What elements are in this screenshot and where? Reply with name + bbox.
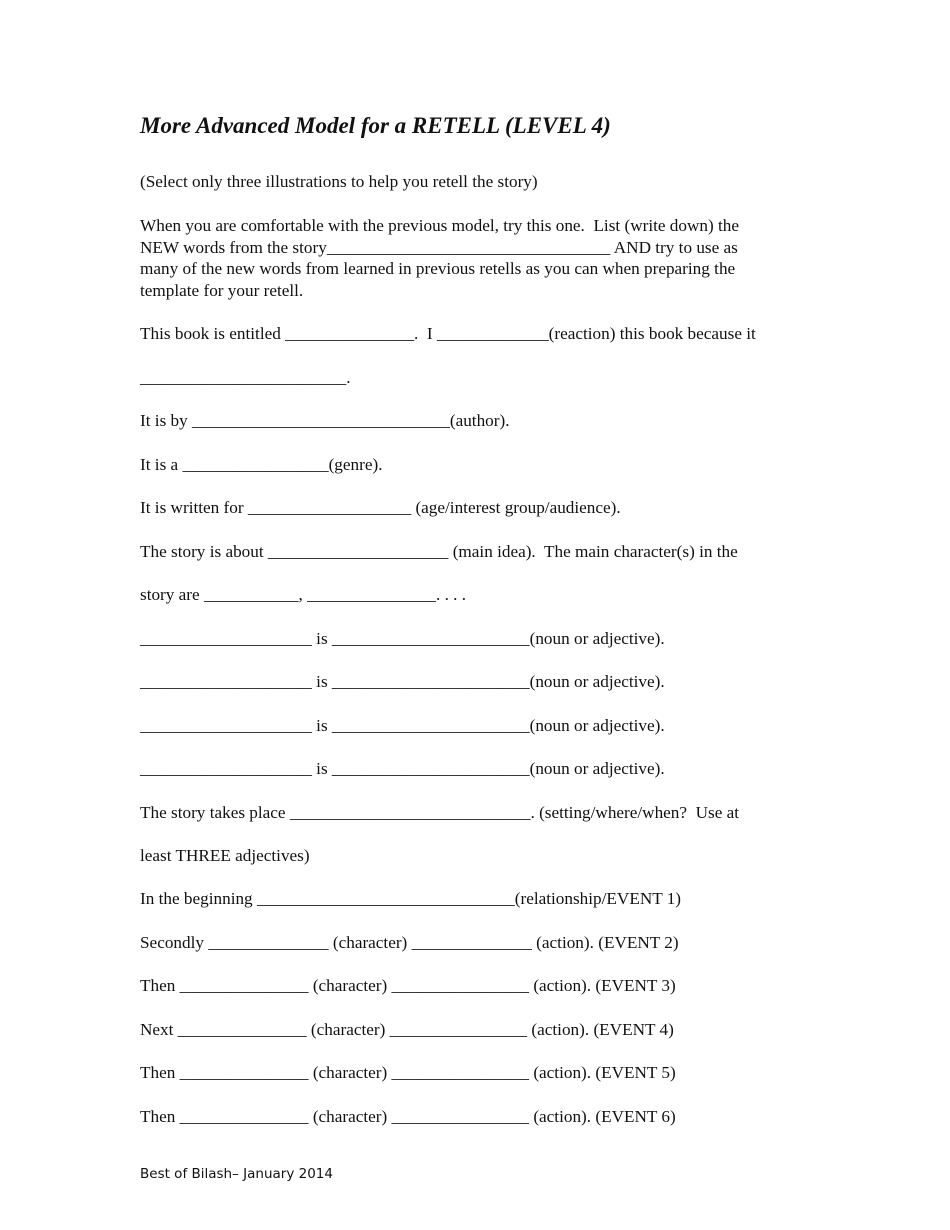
because-line: ________________________.	[140, 368, 351, 387]
event-5-line: Then _______________ (character) ________________ (action). (EVENT 5)	[140, 1063, 676, 1082]
intro-line-1: When you are comfortable with the previous model, try this one. List (write down) the	[140, 216, 740, 235]
characters-line: story are ___________, _______________. . . .	[140, 585, 467, 604]
setting-line-2: least THREE adjectives)	[140, 846, 310, 865]
author-line: It is by ______________________________(author).	[140, 411, 510, 430]
setting-line: The story takes place ____________________________. (setting/where/when? Use at	[140, 803, 740, 822]
genre-line: It is a _________________(genre).	[140, 455, 383, 474]
event-2-line: Secondly ______________ (character) ______________ (action). (EVENT 2)	[140, 933, 679, 952]
event-4-line: Next _______________ (character) ________________ (action). (EVENT 4)	[140, 1020, 674, 1039]
description-line: ____________________ is _______________________(noun or adjective).	[140, 759, 665, 778]
event-6-line: Then _______________ (character) ________________ (action). (EVENT 6)	[140, 1107, 676, 1126]
footer-text: Best of Bilash– January 2014	[140, 1166, 333, 1182]
intro-line-4: template for your retell.	[140, 281, 304, 300]
event-1-line: In the beginning ______________________________(relationship/EVENT 1)	[140, 889, 682, 908]
entitled-line: This book is entitled _______________. I _____________(reaction) this book because it	[140, 324, 756, 343]
description-line: ____________________ is _______________________(noun or adjective).	[140, 672, 665, 691]
intro-line-3: many of the new words from learned in previous retells as you can when preparing the	[140, 259, 736, 278]
page-title: More Advanced Model for a RETELL (LEVEL 4)	[140, 113, 611, 138]
main-idea-line: The story is about _____________________ (main idea). The main character(s) in the	[140, 542, 738, 561]
intro-line-2: NEW words from the story_________________________________ AND try to use as	[140, 238, 738, 257]
event-3-line: Then _______________ (character) ________________ (action). (EVENT 3)	[140, 976, 676, 995]
audience-line: It is written for ___________________ (age/interest group/audience).	[140, 498, 621, 517]
description-line: ____________________ is _______________________(noun or adjective).	[140, 629, 665, 648]
description-line: ____________________ is _______________________(noun or adjective).	[140, 716, 665, 735]
instruction-text: (Select only three illustrations to help you retell the story)	[140, 172, 538, 191]
